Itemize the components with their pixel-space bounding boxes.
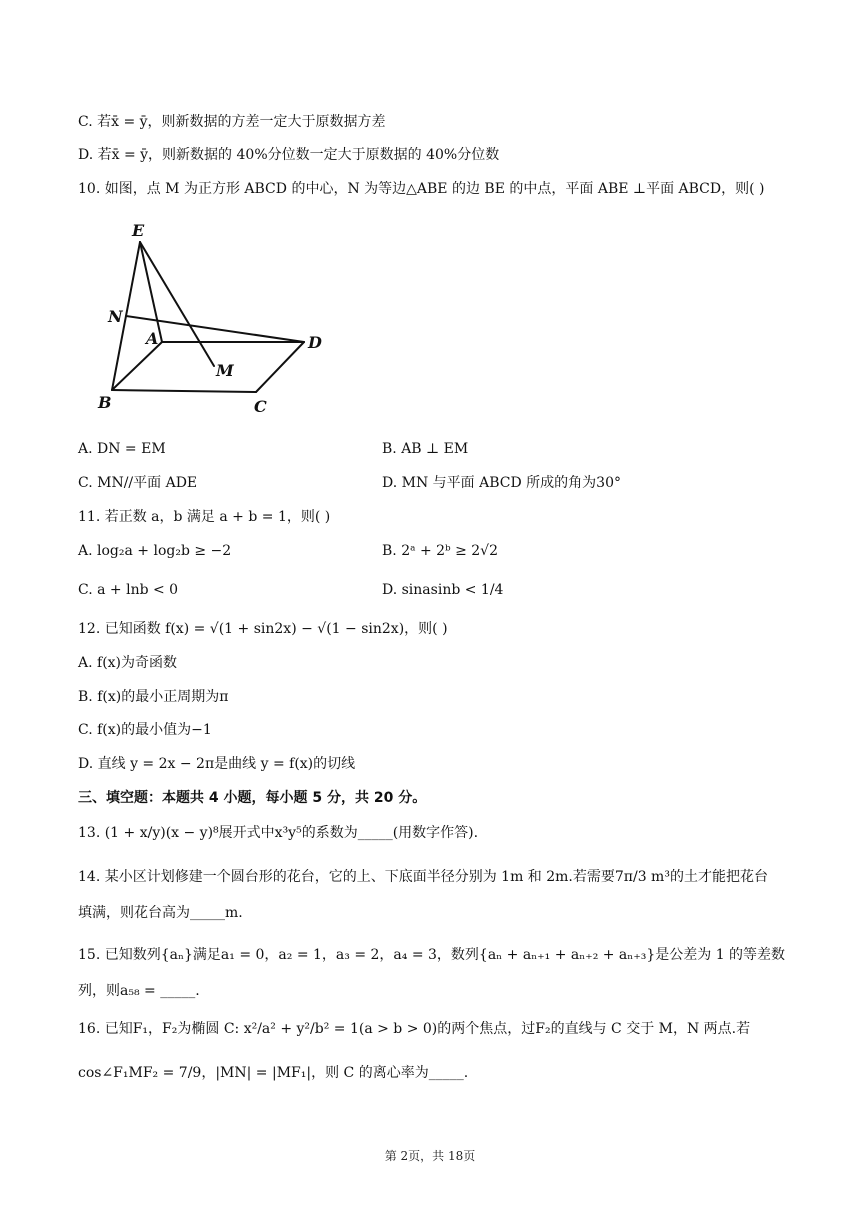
q9-option-d: D. 若x̄ = ȳ，则新数据的 40%分位数一定大于原数据的 40%分位数 (78, 147, 500, 163)
q11-option-a: A. log₂a + log₂b ≥ −2 (78, 543, 232, 559)
q10-option-b: B. AB ⊥ EM (382, 441, 469, 457)
q13-stem: 13. (1 + x/y)(x − y)⁸展开式中x³y⁵的系数为_____(用数字作答). (78, 825, 479, 841)
q10-option-c: C. MN//平面 ADE (78, 475, 198, 491)
q11-option-d: D. sinasinb < 1/4 (382, 582, 504, 598)
q11-stem: 11. 若正数 a，b 满足 a + b = 1，则( ) (78, 509, 331, 525)
q10-stem: 10. 如图，点 M 为正方形 ABCD 的中心，N 为等边△ABE 的边 BE 的中点，平面 ABE ⊥平面 ABCD，则( ) (78, 181, 765, 197)
figure-label-e: E (132, 221, 145, 240)
q11-option-c: C. a + lnb < 0 (78, 582, 179, 598)
q12-option-a: A. f(x)为奇函数 (78, 655, 178, 671)
figure-label-n: N (108, 307, 123, 326)
q16-line-2: cos∠F₁MF₂ = 7/9，|MN| = |MF₁|，则 C 的离心率为_____. (78, 1065, 469, 1081)
q10-option-d: D. MN 与平面 ABCD 所成的角为30° (382, 475, 621, 491)
figure-label-c: C (254, 397, 267, 416)
q12-option-c: C. f(x)的最小值为−1 (78, 722, 212, 738)
q14-line-1: 14. 某小区计划修建一个圆台形的花台，它的上、下底面半径分别为 1m 和 2m.若需要7π/3 m³的土才能把花台 (78, 869, 768, 885)
figure-label-a: A (146, 329, 159, 348)
q14-line-2: 填满，则花台高为_____m. (78, 905, 243, 921)
q12-option-b: B. f(x)的最小正周期为π (78, 689, 229, 705)
q9-option-c: C. 若x̄ = ȳ，则新数据的方差一定大于原数据方差 (78, 114, 386, 130)
figure-label-m: M (216, 361, 234, 380)
page-footer: 第 2页，共 18页 (384, 1149, 476, 1163)
q12-option-d: D. 直线 y = 2x − 2π是曲线 y = f(x)的切线 (78, 756, 356, 772)
figure-label-d: D (308, 333, 322, 352)
q11-option-b: B. 2ᵃ + 2ᵇ ≥ 2√2 (382, 543, 498, 559)
q10-option-a: A. DN = EM (78, 441, 166, 457)
q16-line-1: 16. 已知F₁，F₂为椭圆 C: x²/a² + y²/b² = 1(a > b > 0)的两个焦点，过F₂的直线与 C 交于 M，N 两点.若 (78, 1021, 751, 1037)
q15-line-1: 15. 已知数列{aₙ}满足a₁ = 0，a₂ = 1，a₃ = 2，a₄ = 3，数列{aₙ + aₙ₊₁ + aₙ₊₂ + aₙ₊₃}是公差为 1 的等差数 (78, 947, 786, 963)
figure-label-b: B (98, 393, 112, 412)
q12-stem: 12. 已知函数 f(x) = √(1 + sin2x) − √(1 − sin2x)，则( ) (78, 621, 448, 637)
section-heading-fill-in: 三、填空题：本题共 4 小题，每小题 5 分，共 20 分。 (78, 790, 427, 806)
pyramid-figure (96, 218, 356, 418)
q15-line-2: 列，则a₅₈ = _____. (78, 983, 200, 999)
